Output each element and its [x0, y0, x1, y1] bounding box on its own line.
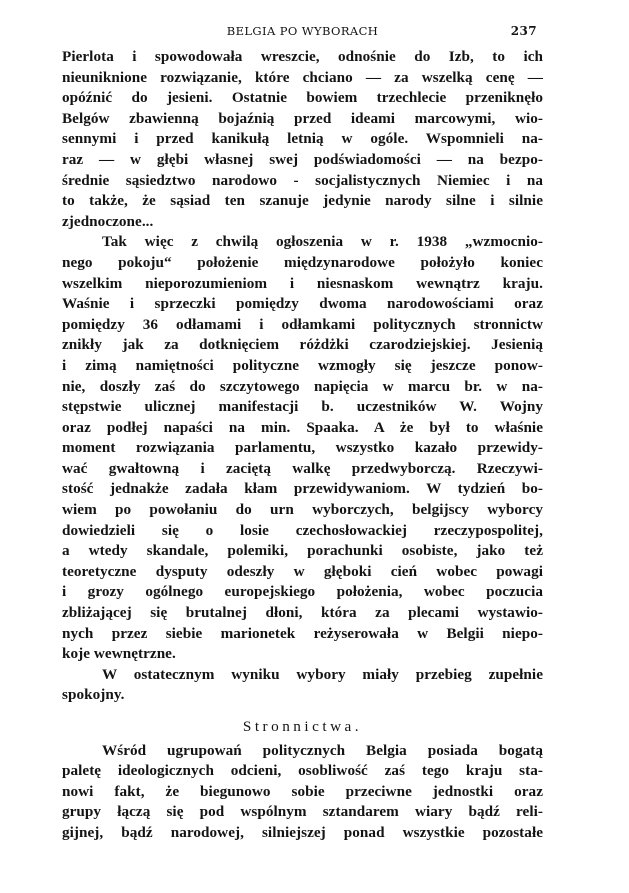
text-line: Belgów zbawienną bojaźnią przed ideami marcowymi, wio- — [62, 109, 543, 127]
running-title: BELGIA PO WYBORACH — [226, 24, 379, 38]
text-line: Pierlota i spowodowała wreszcie, odnośnie do Izb, to ich — [62, 48, 543, 65]
text-line: wać gwałtowną i zaciętą walkę przedwyborczą. Rzeczywi- — [62, 459, 543, 477]
text-line: nego pokoju“ położenie międzynarodowe położyło koniec — [62, 253, 543, 271]
text-line: moment rozwiązania parlamentu, wszystko kazało przewidy- — [62, 439, 543, 457]
text-line: paletę ideologicznych odcieni, osobliwość zaś tego kraju sta- — [62, 762, 543, 780]
text-line: spokojny. — [62, 686, 125, 704]
text-line: gijnej, bądź narodowej, silniejszej ponad wszystkie pozostałe — [62, 823, 543, 841]
text-line: pomiędzy 36 odłamami i odłamkami politycznych stronnictw — [62, 315, 543, 333]
text-line: raz — w głębi własnej swej podświadomości — na bezpo- — [62, 150, 543, 168]
text-line: nieuniknione rozwiązanie, które chciano — za wszelką cenę — — [62, 68, 543, 86]
paragraph-3 — [62, 665, 543, 706]
text-line: zbliżającej się brutalnej dłoni, która za plecami wystawio- — [62, 604, 543, 622]
text-line: nych przez siebie marionetek reżyserowała w Belgii niepo- — [62, 624, 543, 642]
text-line: Tak więc z chwilą ogłoszenia w r. 1938 „wzmocnio- — [102, 233, 543, 251]
text-line: W ostatecznym wyniku wybory miały przebieg zupełnie — [102, 665, 543, 683]
text-line: wiem po powołaniu do urn wyborczych, belgijscy wyborcy — [62, 501, 543, 519]
text-line: to także, że sąsiad ten szanuje jedynie narody silne i silnie — [62, 192, 543, 210]
text-line: znikły jak za dotknięciem różdżki czarodziejskiej. Jesienią — [62, 336, 543, 354]
paragraph-1 — [62, 47, 543, 232]
text-line: a wtedy skandale, polemiki, porachunki osobiste, jako też — [62, 542, 543, 560]
text-line: średnie sąsiedztwo narodowo - socjalistycznych Niemiec i na — [62, 171, 543, 189]
text-line: dowiedzieli się o losie czechosłowackiej rzeczypospolitej, — [62, 521, 543, 539]
text-line: sennymi i przed kanikułą letnią w ogóle. Wspomnieli na- — [62, 130, 543, 148]
page-number: 237 — [510, 24, 537, 38]
text-line: i zimą namiętności polityczne wzmogły się jeszcze ponow- — [62, 356, 543, 374]
text-line: i grozy ogólnego europejskiego położenia, wobec poczucia — [62, 583, 543, 601]
paragraph-4 — [62, 741, 543, 844]
text-line: Wśród ugrupowań politycznych Belgia posiada bogatą — [102, 741, 543, 759]
text-line: nie, doszły zaś do szczytowego napięcia w marcu br. w na- — [62, 377, 543, 395]
text-line: teoretyczne dysputy odeszły w głęboki cień wobec powagi — [62, 562, 543, 580]
text-line: zjednoczone... — [62, 212, 154, 230]
paragraph-2 — [62, 232, 543, 664]
text-line: wszelkim nieporozumieniom i niesnaskom wewnątrz kraju. — [62, 274, 543, 292]
section-heading: Stronnictwa. — [242, 718, 363, 735]
text-line: oraz podłej napaści na min. Spaaka. A że był to właśnie — [62, 418, 543, 436]
text-line: nowi fakt, że biegunowo sobie przeciwne jednostki oraz — [62, 782, 543, 800]
body-text — [62, 47, 543, 844]
text-line: koje wewnętrzne. — [62, 645, 176, 663]
text-line: Waśnie i sprzeczki pomiędzy dwoma narodowościami oraz — [62, 295, 543, 313]
text-line: grupy łączą się pod wspólnym sztandarem wiary bądź reli- — [62, 803, 543, 821]
text-line: stość jednakże zadała kłam przewidywaniom. W tydzień bo- — [62, 480, 543, 498]
running-head — [62, 24, 543, 40]
text-line: opóźnić do jesieni. Ostatnie bowiem trzechlecie przeniknęło — [62, 89, 543, 107]
text-line: stępstwie ulicznej manifestacji b. uczestników W. Wojny — [62, 398, 543, 416]
